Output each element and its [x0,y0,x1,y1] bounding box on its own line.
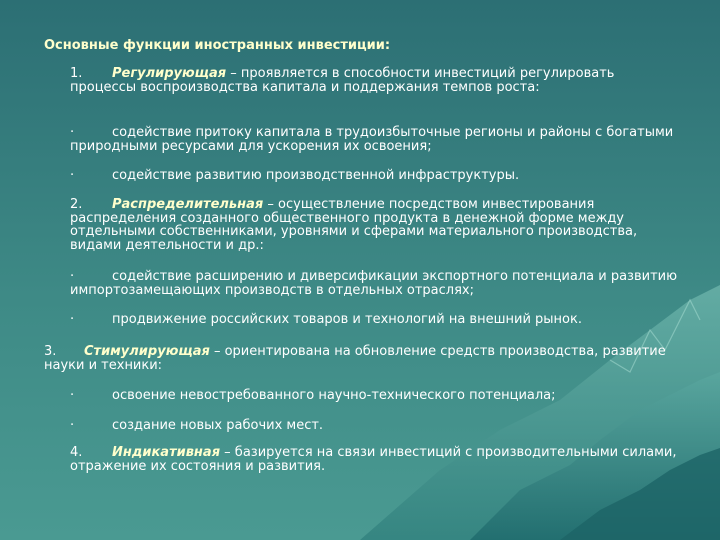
function-term: Стимулирующая [84,344,210,359]
list-item [70,270,678,297]
list-item [70,126,678,153]
list-item [70,169,678,183]
list-item-text: содействие развитию производственной инфраструктуры. [112,168,520,183]
function-term: Индикативная [112,445,221,460]
function-term: Распределительная [112,197,264,212]
function-stimulating [44,345,678,372]
bullet-icon: · [70,388,75,403]
function-indicative [70,446,678,473]
slide-title: Основные функции иностранных инвестиции: [44,38,391,53]
bullet-icon: · [70,418,75,433]
item-number: 1. [70,66,83,81]
list-item-text: содействие расширению и диверсификации экспортного потенциала и развитию импортозамещающих производств в отдельных отраслях; [70,269,678,298]
list-item [70,313,678,327]
function-distributive [70,198,678,252]
list-item-text: содействие притоку капитала в трудоизбыточные регионы и районы с богатыми природными ресурсами для ускорения их освоения; [70,125,674,154]
list-item [70,419,678,433]
list-item-text: продвижение российских товаров и технологий на внешний рынок. [112,312,582,327]
bullet-icon: · [70,269,75,284]
bullet-icon: · [70,125,75,140]
list-item [70,389,678,403]
item-number: 4. [70,445,83,460]
function-description: – ориентирована на обновление средств производства, развитие науки и техники: [44,344,666,373]
function-description: – проявляется в способности инвестиций регулировать процессы воспроизводства капитала и поддержания темпов роста: [70,66,615,95]
bullet-icon: · [70,312,75,327]
function-description: – осуществление посредством инвестирования распределения созданного общественного продукта в денежной форме между отдельными собственниками, уровнями и сферами материального производства, видами деятельности и др.: [70,197,638,253]
item-number: 2. [70,197,83,212]
function-term: Регулирующая [112,66,227,81]
function-description: – базируется на связи инвестиций с производительными силами, отражение их состояния и развития. [70,445,677,474]
list-item-text: освоение невостребованного научно-технического потенциала; [112,388,556,403]
list-item-text: создание новых рабочих мест. [112,418,324,433]
function-regulating [70,67,678,94]
bullet-icon: · [70,168,75,183]
item-number: 3. [44,344,57,359]
